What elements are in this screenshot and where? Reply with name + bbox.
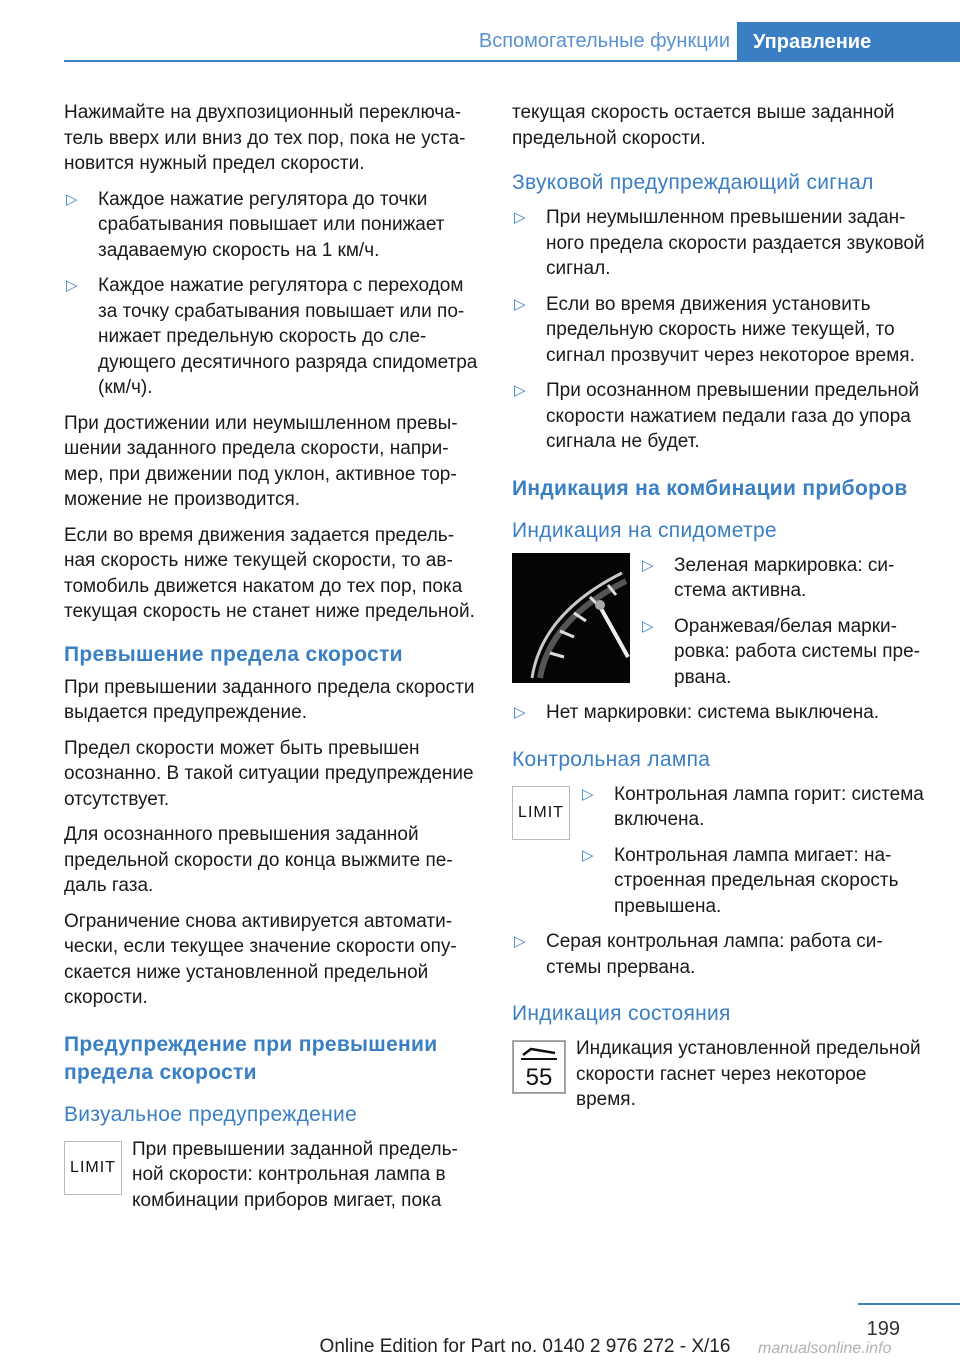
header-section: Вспомогательные функции — [478, 30, 730, 52]
lamp-list — [580, 782, 926, 930]
bullet-triangle-icon: ▷ — [582, 785, 594, 803]
paragraph: При превышении заданного предела скорости выдается предупреждение. — [64, 676, 475, 723]
page-number: 199 — [866, 1318, 900, 1340]
limit-lamp-icon: LIMIT — [512, 786, 570, 840]
paragraph: Нажимайте на двухпозиционный переключатель вверх или вниз до тех пор, пока не установится нужный предел скорости. — [64, 102, 466, 174]
speedometer-image — [512, 553, 630, 683]
speed-limit-55-icon — [512, 1040, 566, 1094]
paragraph: При превышении заданной предельной скорости: контрольная лампа в комбинации приборов мигает, пока — [132, 1138, 458, 1211]
section-heading: Предупреждение при превышении предела скорости — [64, 1032, 438, 1084]
list-item: ▷ Контрольная лампа мигает: настроенная предельная скорость превышена. — [582, 844, 899, 917]
bullet-triangle-icon: ▷ — [514, 295, 526, 313]
list-item: ▷ Серая контрольная лампа: работа системы прервана. — [514, 931, 883, 978]
speedometer-list — [640, 553, 926, 701]
subsection-heading: Контрольная лампа — [512, 747, 711, 771]
bullet-triangle-icon: ▷ — [66, 277, 78, 294]
right-column — [512, 100, 926, 1113]
lamp-row — [512, 782, 926, 930]
list-item: ▷ Контрольная лампа горит: система включена. — [582, 783, 924, 830]
footer-rule — [858, 1303, 960, 1305]
subsection-heading: Индикация на спидометре — [512, 518, 777, 542]
paragraph: Индикация установленной предельной скорости гаснет через некоторое время. — [576, 1038, 921, 1110]
list-item: ▷ Каждое нажатие регулятора с переходом за точку срабатывания повышает или понижает предельную скорость до следующего десятичного разряда спидометра (км/ч). — [66, 275, 478, 398]
section-heading: Индикация на комбинации приборов — [512, 476, 908, 500]
limit-lamp-icon: LIMIT — [64, 1141, 122, 1195]
left-column — [64, 100, 478, 1213]
paragraph: Предел скорости может быть превышен осознанно. В такой ситуации предупреждение отсутствует. — [64, 737, 474, 810]
list-item: ▷ При осознанном превышении предельной скорости нажатием педали газа до упора сигнала не будет. — [514, 380, 920, 452]
paragraph: текущая скорость остается выше заданной предельной скорости. — [512, 102, 895, 149]
limit-warning-row — [64, 1137, 478, 1214]
bullet-triangle-icon: ▷ — [514, 933, 526, 950]
bullet-triangle-icon: ▷ — [66, 190, 78, 208]
speedometer-row — [512, 553, 926, 701]
status-row — [512, 1036, 926, 1113]
bullet-triangle-icon: ▷ — [582, 846, 594, 864]
list-item: ▷ Нет маркировки: система выключена. — [512, 700, 926, 726]
bullet-triangle-icon: ▷ — [514, 209, 526, 226]
edition-text: Online Edition for Part no. 0140 2 976 272 - X/16 — [319, 1336, 731, 1357]
paragraph: Ограничение снова активируется автоматически, если текущее значение скорости опускается ниже установленной предельной скорости. — [64, 910, 457, 1008]
paragraph: При достижении или неумышленном превышении заданного предела скорости, например, при движении под уклон, активное торможение не производится. — [64, 412, 458, 510]
list-item: ▷ Оранжевая/белая маркировка: работа системы прервана. — [642, 615, 920, 688]
list-item: ▷ Зеленая маркировка: система активна. — [642, 554, 895, 601]
bullet-triangle-icon: ▷ — [514, 382, 526, 399]
speed-limit-value: 55 — [525, 1064, 553, 1091]
watermark: manualsonline.info — [758, 1340, 892, 1357]
paragraph: Если во время движения задается предельная скорость ниже текущей скорости, то автомобиль движется накатом до тех пор, пока текущая скорость не станет ниже предельной. — [64, 524, 475, 622]
paragraph: Для осознанного превышения заданной предельной скорости до конца выжмите педаль газа. — [64, 824, 453, 896]
list-item: ▷ Каждое нажатие регулятора до точки срабатывания повышает или понижает задаваемую скорость на 1 км/ч. — [66, 188, 445, 261]
header-tab: Управление — [737, 22, 960, 62]
bullet-triangle-icon: ▷ — [642, 617, 654, 635]
subsection-heading: Индикация состояния — [512, 1002, 731, 1025]
section-heading: Превышение предела скорости — [64, 642, 403, 666]
subsection-heading: Визуальное предупреждение — [64, 1102, 358, 1126]
list-item: ▷ Если во время движения установить предельную скорость ниже текущей, то сигнал прозвучит через некоторое время. — [514, 293, 915, 366]
list-item: ▷ При неумышленном превышении заданного предела скорости раздается звуковой сигнал. — [514, 207, 925, 279]
bullet-triangle-icon: ▷ — [642, 556, 654, 574]
bullet-triangle-icon: ▷ — [514, 704, 526, 721]
subsection-heading: Звуковой предупреждающий сигнал — [512, 171, 874, 194]
